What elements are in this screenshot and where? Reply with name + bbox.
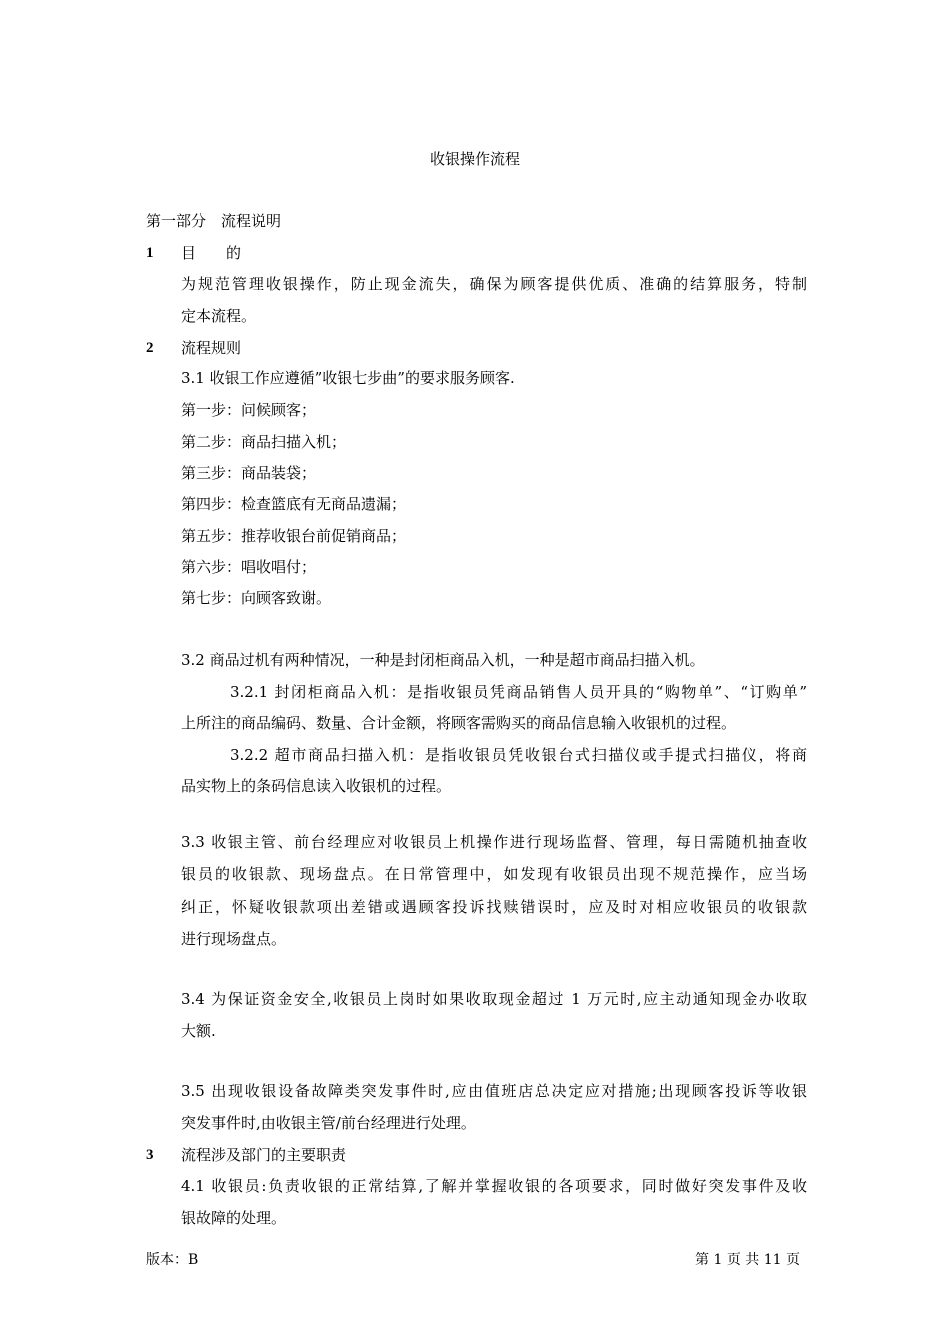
paragraph-line: 为规范管理收银操作，防止现金流失，确保为顾客提供优质、准确的结算服务，特制 xyxy=(181,275,807,293)
rule-3-2-1-line: 上所注的商品编码、数量、合计金额，将顾客需购买的商品信息输入收银机的过程。 xyxy=(181,714,737,732)
step-item: 第七步：向顾客致谢。 xyxy=(181,589,332,607)
footer-version: 版本：B xyxy=(146,1252,199,1268)
rule-3-2-1-line: 3.2.1 封闭柜商品入机：是指收银员凭商品销售人员开具的“购物单”、“订购单” xyxy=(230,683,807,701)
paragraph-line: 定本流程。 xyxy=(181,307,257,325)
document-title: 收银操作流程 xyxy=(429,150,520,168)
rule-3-2-2-line: 3.2.2 超市商品扫描入机：是指收银员凭收银台式扫描仪或手提式扫描仪，将商 xyxy=(230,746,807,764)
rule-3-2-2-line: 品实物上的条码信息读入收银机的过程。 xyxy=(181,777,452,795)
part-heading: 第一部分 流程说明 xyxy=(146,212,282,230)
step-item: 第四步：检查篮底有无商品遗漏； xyxy=(181,495,407,513)
step-item: 第五步：推荐收银台前促销商品； xyxy=(181,527,407,545)
paragraph-line: 4.1 收银员:负责收银的正常结算,了解并掌握收银的各项要求，同时做好突发事件及收 xyxy=(181,1177,807,1195)
rule-3-5-line: 3.5 出现收银设备故障类突发事件时,应由值班店总决定应对措施;出现顾客投诉等收银 xyxy=(181,1082,807,1100)
rule-3-2: 3.2 商品过机有两种情况，一种是封闭柜商品入机，一种是超市商品扫描入机。 xyxy=(181,651,705,669)
rule-3-5-line: 突发事件时,由收银主管/前台经理进行处理。 xyxy=(181,1114,476,1132)
rule-3-4-line: 大额. xyxy=(181,1022,216,1040)
rule-3-3-line: 纠正，怀疑收银款项出差错或遇顾客投诉找赎错误时，应及时对相应收银员的收银款 xyxy=(181,898,807,916)
section-heading: 流程规则 xyxy=(181,339,242,357)
step-item: 第三步：商品装袋； xyxy=(181,464,317,482)
section-number: 2 xyxy=(146,340,154,356)
step-item: 第二步：商品扫描入机； xyxy=(181,433,347,451)
rule-3-4-line: 3.4 为保证资金安全,收银员上岗时如果收取现金超过 1 万元时,应主动通知现金办收取 xyxy=(181,990,807,1008)
rule-3-3-line: 银员的收银款、现场盘点。在日常管理中，如发现有收银员出现不规范操作，应当场 xyxy=(181,865,807,883)
rule-3-3-line: 3.3 收银主管、前台经理应对收银员上机操作进行现场监督、管理，每日需随机抽查收 xyxy=(181,833,807,851)
rule-3-3-line: 进行现场盘点。 xyxy=(181,930,287,948)
section-heading: 目 的 xyxy=(181,244,242,262)
paragraph-line: 银故障的处理。 xyxy=(181,1209,287,1227)
step-item: 第一步：问候顾客； xyxy=(181,401,317,419)
rule-intro: 3.1 收银工作应遵循”收银七步曲”的要求服务顾客. xyxy=(181,369,515,387)
section-number: 1 xyxy=(146,245,154,261)
step-item: 第六步：唱收唱付； xyxy=(181,558,317,576)
footer-page-info: 第 1 页 共 11 页 xyxy=(695,1252,800,1268)
section-number: 3 xyxy=(146,1147,154,1163)
section-heading: 流程涉及部门的主要职责 xyxy=(181,1146,347,1164)
